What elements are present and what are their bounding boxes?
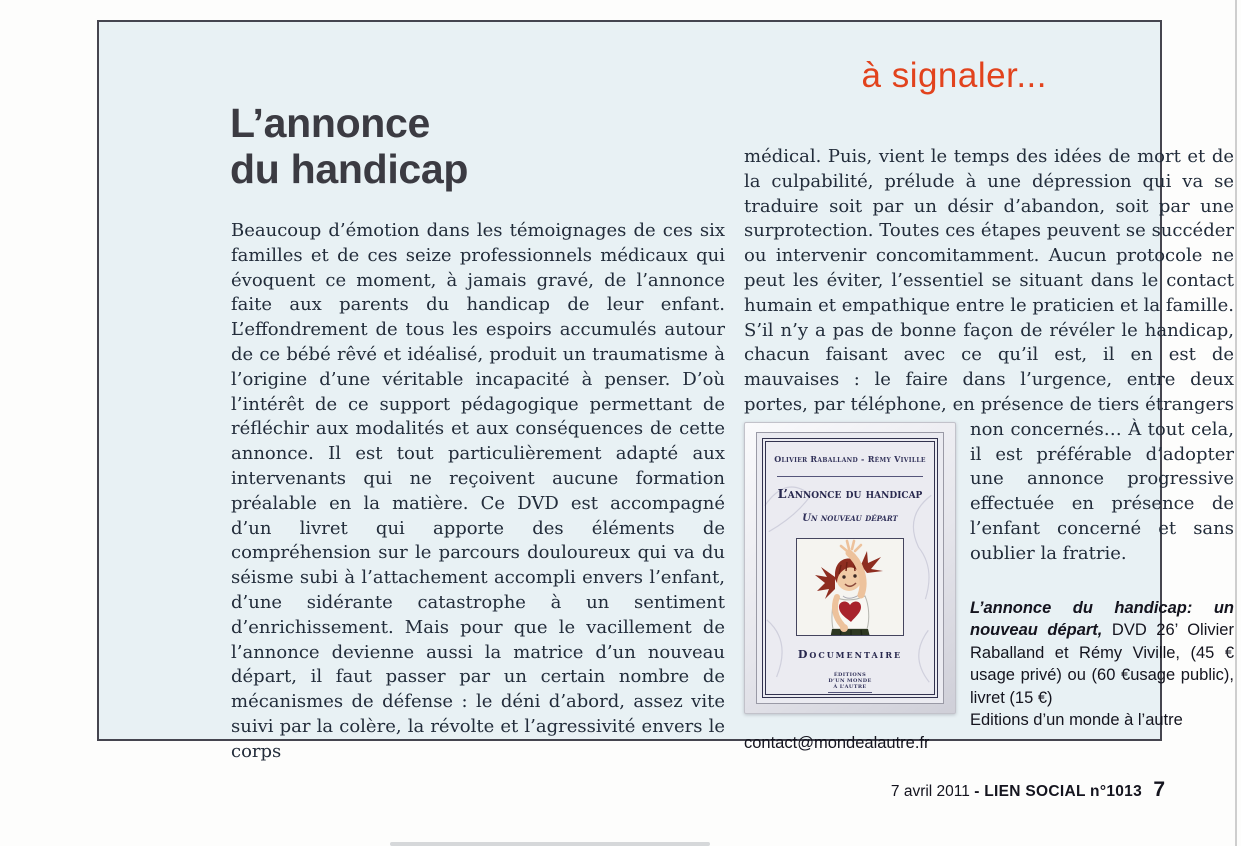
scan-artifact-edge-line [1235, 0, 1237, 846]
scan-artifact-smudge [390, 842, 710, 846]
caption-title: L’annonce du handicap: un nouveau départ, [970, 598, 1234, 640]
footer-date: 7 avril 2011 [890, 783, 970, 800]
dvd-publisher-line: D’UN MONDE [828, 677, 872, 684]
right-column-part2: cela, il est préférable d’adopter une annonce progressive effectuée en présence de l’enfant concerné et sans oublier la fratrie. [970, 418, 1234, 564]
title-line-2: du handicap [230, 146, 469, 192]
dvd-title: L’annonce du handicap [777, 485, 923, 501]
girl-illustration [797, 539, 901, 636]
dvd-illustration-frame [796, 538, 904, 636]
dvd-frame [762, 438, 938, 698]
title-line-1: L’annonce [230, 100, 431, 146]
dvd-rule-line [777, 476, 923, 477]
footer-magazine: - LIEN SOCIAL n°1013 [974, 783, 1142, 800]
right-column-part1: médical. Puis, vient le temps des idées de mort et de la culpabilité, prélude à une dépression qui va se traduire soit par un désir d’abandon, soit par une surprotection. Toutes ces étapes peuvent se succéder ou intervenir concomitamment. Aucun protocole ne peut les éviter, l’essentiel se situant dans le contact humain et empathique entre le praticien et la famille. S’il n’y a pas de bonne façon de révéler le handicap, chacun faisant avec ce qu’il est, il en est de mauvaises : le faire dans l’urgence, entre deux portes, par téléphone, en présence de tiers étrangers non concernés… À tout [744, 146, 1234, 440]
caption-details: DVD 26’ Olivier Raballand et Rémy Viville, (45 € usage privé) ou (60 €usage public), livret (15 €) [970, 621, 1234, 707]
signaler-heading: à signaler... [861, 56, 1047, 95]
article-title [230, 100, 468, 192]
caption-publisher: Editions d’un monde à l’autre [970, 711, 1183, 730]
article-left-column: Beaucoup d’émotion dans les témoignages de ces six familles et de ces seize professionnels médicaux qui évoquent ce moment, à jamais gravé, de l’annonce faite aux parents du handicap de leur enfant. L’effondrement de tous les espoirs accumulés autour de ce bébé rêvé et idéalisé, produit un traumatisme à l’origine d’une véritable incapacité à penser. D’où l’intérêt de ce support pédagogique permettant de réfléchir aux modalités et aux conséquences de cette annonce. Il est tout particulièrement adapté aux intervenants qui ne reçoivent aucune formation préalable en la matière. Ce DVD est accompagné d’un livret qui apporte des éléments de compréhension sur le parcours douloureux qui va du séisme subi à l’attachement accompli envers l’enfant, d’une sidérante catastrophe à un sentiment d’enrichissement. Mais pour que le vacillement de l’annonce devienne aussi la matrice d’un nouveau départ, il faut passer par un certain nombre de mécanismes de défense : le déni d’abord, assez vite suivi par la colère, la révolte et l’agressivité envers le corps [231, 220, 725, 762]
dvd-authors: Olivier Raballand - Rémy Viville [774, 453, 926, 464]
page-footer [891, 778, 1165, 802]
article-right-column [744, 145, 1234, 754]
dvd-publisher-logo [828, 672, 871, 693]
caption-contact: contact@mondealautre.fr [744, 733, 930, 752]
dvd-cover-face [756, 432, 944, 704]
dvd-subtitle: Un nouveau départ [802, 513, 898, 525]
dvd-publisher-line: ÉDITIONS [833, 671, 867, 678]
article-panel [97, 20, 1234, 762]
dvd-publisher-line: À L’AUTRE [833, 683, 867, 690]
dvd-genre: Documentaire [797, 647, 903, 661]
dvd-sleeve [744, 422, 956, 714]
dvd-cover [744, 422, 956, 714]
footer-page-number: 7 [1153, 778, 1165, 801]
